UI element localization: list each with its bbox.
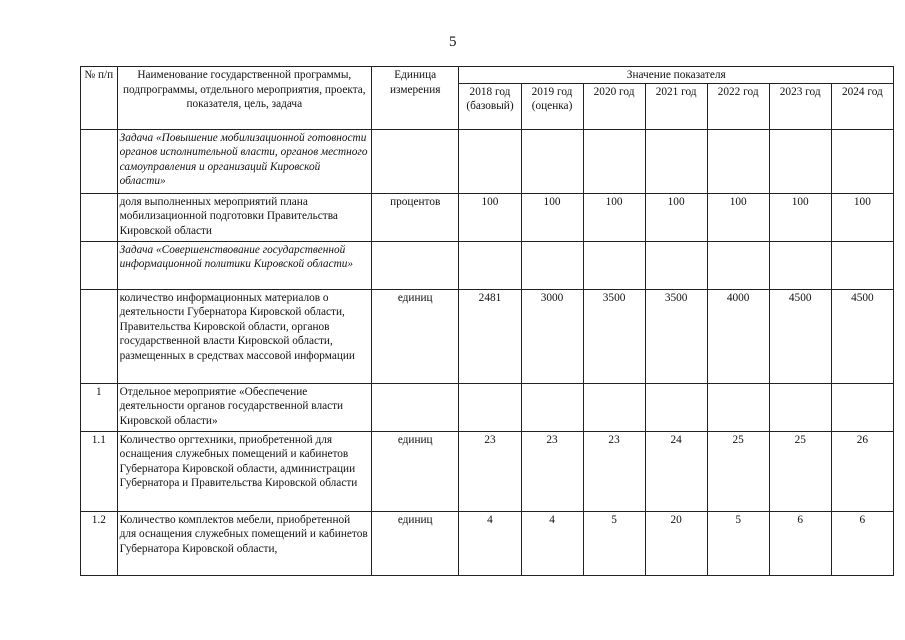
value-cell: 4500: [769, 289, 831, 383]
value-cell: [645, 241, 707, 289]
value-cell: 25: [769, 431, 831, 511]
value-cell: 3500: [645, 289, 707, 383]
header-year: 2021 год: [645, 83, 707, 129]
indicator-name: количество информационных материалов о деятельности Губернатора Кировской области, Правительства Кировской области, органов государственной власти Кировской области, размещенных в средствах массовой информации: [117, 289, 371, 383]
value-cell: 6: [831, 511, 893, 575]
value-cell: [645, 129, 707, 193]
value-cell: 100: [769, 193, 831, 241]
value-cell: 5: [707, 511, 769, 575]
value-cell: 23: [583, 431, 645, 511]
table-row: [81, 383, 894, 431]
indicator-name: Количество комплектов мебели, приобретенной для оснащения служебных помещений и кабинетов Губернатора Кировской области,: [117, 511, 371, 575]
page-number: 5: [449, 34, 457, 50]
row-num: 1.2: [81, 511, 118, 575]
value-cell: 20: [645, 511, 707, 575]
table-row: [81, 241, 894, 289]
header-year: 2022 год: [707, 83, 769, 129]
value-cell: 24: [645, 431, 707, 511]
header-year: 2024 год: [831, 83, 893, 129]
row-num: [81, 193, 118, 241]
row-unit: [371, 129, 458, 193]
value-cell: 5: [583, 511, 645, 575]
header-value-group: Значение показателя: [459, 67, 894, 84]
value-cell: [707, 129, 769, 193]
row-unit: процентов: [371, 193, 458, 241]
row-unit: единиц: [371, 289, 458, 383]
row-num: [81, 241, 118, 289]
header-num: № п/п: [81, 67, 118, 130]
value-cell: [583, 241, 645, 289]
row-num: [81, 289, 118, 383]
value-cell: 100: [583, 193, 645, 241]
value-cell: [831, 241, 893, 289]
value-cell: 25: [707, 431, 769, 511]
value-cell: 23: [459, 431, 521, 511]
value-cell: [769, 383, 831, 431]
table-row: [81, 511, 894, 575]
activity-name: Отдельное мероприятие «Обеспечение деятельности органов государственной власти Кировской области»: [117, 383, 371, 431]
header-name: Наименование государственной программы, подпрограммы, отдельного мероприятия, проекта, показателя, цель, задача: [117, 67, 371, 130]
value-cell: 100: [831, 193, 893, 241]
row-unit: [371, 241, 458, 289]
task-name: Задача «Совершенствование государственной информационной политики Кировской области»: [117, 241, 371, 289]
value-cell: 23: [521, 431, 583, 511]
row-unit: единиц: [371, 511, 458, 575]
header-unit: Единица измерения: [371, 67, 458, 130]
row-num: 1.1: [81, 431, 118, 511]
value-cell: 100: [521, 193, 583, 241]
value-cell: 3500: [583, 289, 645, 383]
table-row: [81, 289, 894, 383]
header-year: 2018 год (базовый): [459, 83, 521, 129]
indicator-name: доля выполненных мероприятий плана мобилизационной подготовки Правительства Кировской области: [117, 193, 371, 241]
value-cell: 100: [459, 193, 521, 241]
value-cell: [769, 129, 831, 193]
value-cell: 100: [707, 193, 769, 241]
value-cell: 4500: [831, 289, 893, 383]
value-cell: [831, 383, 893, 431]
table-row: [81, 193, 894, 241]
value-cell: [521, 241, 583, 289]
value-cell: [459, 383, 521, 431]
value-cell: [707, 241, 769, 289]
value-cell: [831, 129, 893, 193]
row-num: [81, 129, 118, 193]
value-cell: 2481: [459, 289, 521, 383]
indicators-table: [80, 66, 894, 576]
indicator-name: Количество оргтехники, приобретенной для оснащения служебных помещений и кабинетов Губернатора Кировской области, администрации Губернатора и Правительства Кировской области: [117, 431, 371, 511]
task-name: Задача «Повышение мобилизационной готовности органов исполнительной власти, органов местного самоуправления и организаций Кировской области»: [117, 129, 371, 193]
value-cell: [583, 383, 645, 431]
header-year: 2023 год: [769, 83, 831, 129]
value-cell: [521, 383, 583, 431]
value-cell: [459, 241, 521, 289]
row-unit: [371, 383, 458, 431]
value-cell: [459, 129, 521, 193]
table-row: [81, 431, 894, 511]
row-unit: единиц: [371, 431, 458, 511]
value-cell: [521, 129, 583, 193]
table-row: [81, 129, 894, 193]
value-cell: 3000: [521, 289, 583, 383]
value-cell: 4: [521, 511, 583, 575]
value-cell: [583, 129, 645, 193]
value-cell: [707, 383, 769, 431]
value-cell: [645, 383, 707, 431]
value-cell: [769, 241, 831, 289]
header-year: 2020 год: [583, 83, 645, 129]
value-cell: 4: [459, 511, 521, 575]
value-cell: 100: [645, 193, 707, 241]
row-num: 1: [81, 383, 118, 431]
value-cell: 4000: [707, 289, 769, 383]
value-cell: 6: [769, 511, 831, 575]
value-cell: 26: [831, 431, 893, 511]
header-year: 2019 год (оценка): [521, 83, 583, 129]
